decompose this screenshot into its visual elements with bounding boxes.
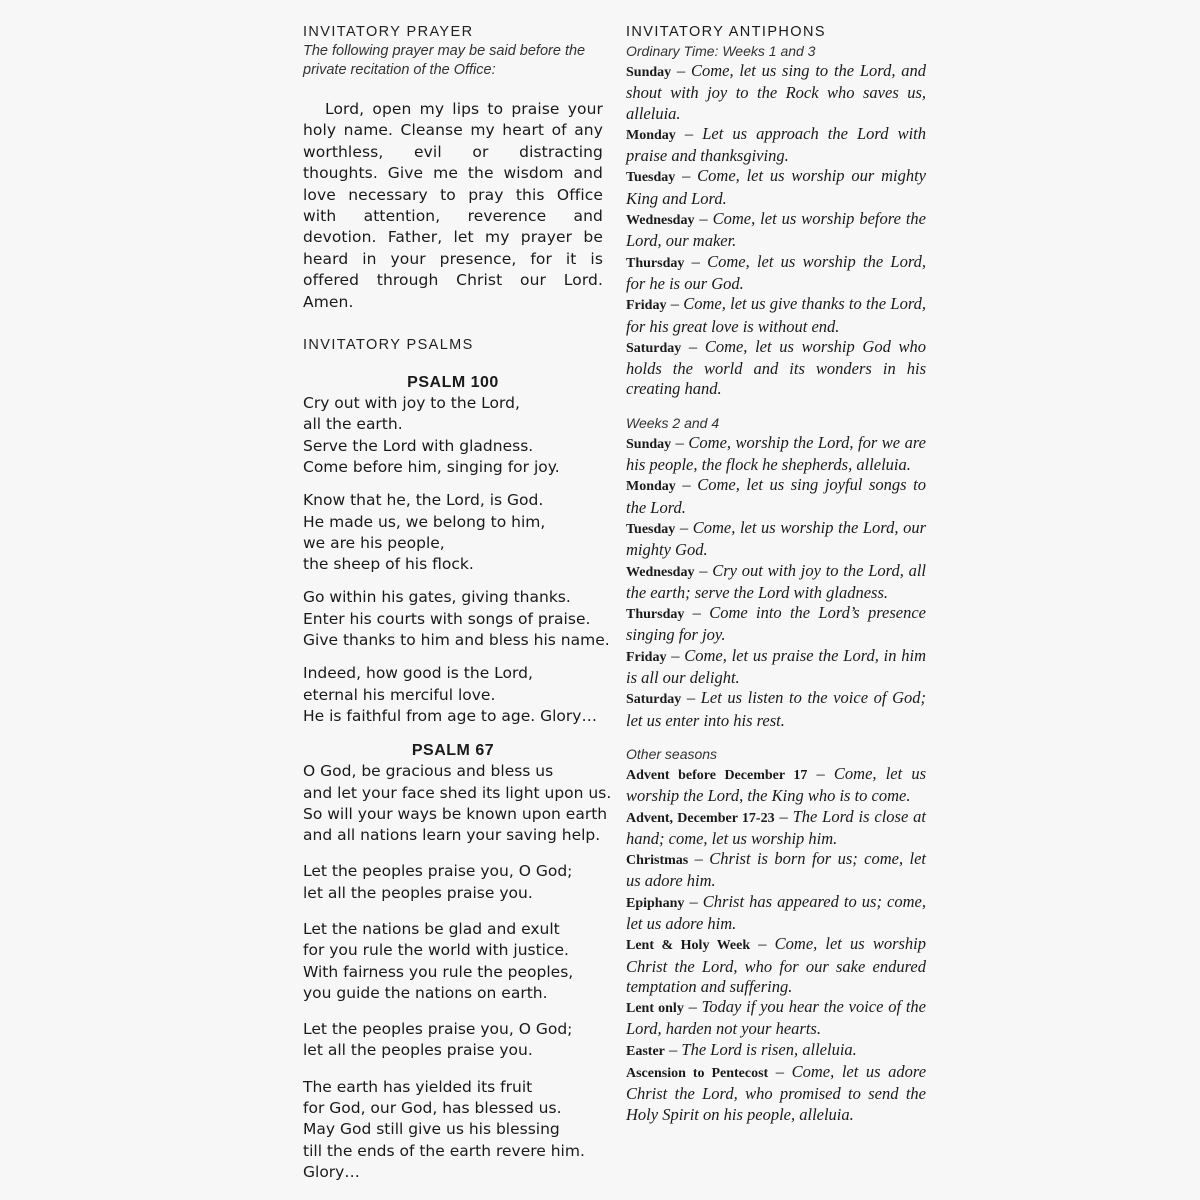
antiphon-entry: Sunday – Come, let us sing to the Lord, and shout with joy to the Rock who saves us, alleluia. — [626, 61, 927, 123]
antiphon-text: Christ is born for us; come, let us adore him. — [626, 849, 927, 891]
antiphon-entry: Advent before December 17 – Come, let us worship the Lord, the King who is to come. — [626, 763, 927, 806]
antiphon-entry: Ascension to Pentecost – Come, let us adore Christ the Lord, who promised to send the Holy Spirit on his people, alleluia. — [626, 1062, 927, 1124]
antiphons-heading: INVITATORY ANTIPHONS — [626, 24, 826, 40]
stanza — [303, 919, 603, 1004]
psalm-line: let all the peoples praise you. — [303, 1041, 533, 1060]
antiphon-text: The Lord is risen, alleluia. — [681, 1039, 857, 1059]
psalm-line: you guide the nations on earth. — [303, 983, 548, 1002]
stanza — [303, 393, 603, 478]
antiphon-day: Wednesday — [626, 213, 695, 229]
psalm-line: and all nations learn your saving help. — [303, 826, 601, 845]
antiphon-day: Monday — [626, 127, 676, 143]
psalm-line: He made us, we belong to him, — [303, 512, 546, 531]
left-column — [303, 22, 612, 1183]
antiphon-entry: Tuesday – Come, let us worship the Lord, our mighty God. — [626, 517, 927, 560]
psalm-line: Let the nations be glad and exult — [303, 920, 560, 938]
antiphon-entry: Saturday – Let us listen to the voice of God; let us enter into his rest. — [626, 688, 927, 730]
psalm-line: Let the peoples praise you, O God; — [303, 862, 573, 881]
psalm-67-title: PSALM 67 — [411, 742, 495, 760]
psalm-line: till the ends of the earth revere him. — [303, 1141, 585, 1160]
prayer-heading: INVITATORY PRAYER — [303, 24, 474, 40]
psalm-line: the sheep of his flock. — [303, 555, 474, 574]
psalm-line: all the earth. — [303, 415, 403, 434]
antiphon-entry: Friday – Come, let us give thanks to the Lord, for his great love is without end. — [626, 294, 927, 336]
antiphon-day: Ascension to Pentecost — [626, 1066, 769, 1082]
antiphon-text: Today if you hear the voice of the Lord, harden not your hearts. — [626, 997, 926, 1039]
psalm-line: we are his people, — [303, 533, 445, 552]
antiphon-text: Let us approach the Lord with praise and thanksgiving. — [626, 123, 926, 166]
group-label: Ordinary Time: Weeks 1 and 3 — [626, 43, 816, 59]
psalm-line: Go within his gates, giving thanks. — [303, 588, 571, 607]
psalm-line: Let the peoples praise you, O God; — [303, 1020, 573, 1039]
antiphon-entry: Wednesday – Come, let us worship before the Lord, our maker. — [626, 209, 926, 251]
psalm-67 — [303, 761, 612, 1183]
antiphon-text: Come, let us give thanks to the Lord, for his great love is without end. — [626, 294, 927, 336]
psalm-line: Enter his courts with songs of praise. — [303, 609, 591, 628]
antiphon-text: Come, let us worship the Lord, the King who is to come. — [626, 763, 927, 806]
antiphon-day: Monday — [626, 479, 676, 495]
stanza — [303, 861, 603, 904]
psalm-line: let all the peoples praise you. — [303, 883, 533, 902]
group-label: Other seasons — [626, 745, 718, 762]
antiphon-entry: Friday – Come, let us praise the Lord, in him is all our delight. — [626, 645, 927, 688]
stanza — [303, 1019, 603, 1062]
antiphon-text: Let us listen to the voice of God; let us enter into his rest. — [626, 688, 927, 730]
antiphon-entry: Monday – Let us approach the Lord with praise and thanksgiving. — [626, 123, 926, 166]
antiphon-text: Come, let us praise the Lord, in him is all our delight. — [626, 645, 927, 688]
antiphon-day: Lent & Holy Week — [626, 938, 751, 954]
antiphon-text: Come, let us sing joyful songs to the Lord. — [626, 475, 927, 517]
antiphon-entry: Lent only – Today if you hear the voice of the Lord, harden not your hearts. — [626, 997, 926, 1039]
antiphon-day: Friday — [626, 649, 667, 665]
antiphon-day: Easter — [626, 1043, 665, 1059]
psalm-line: eternal his merciful love. — [303, 685, 496, 704]
antiphon-entry: Thursday – Come into the Lord’s presence singing for joy. — [626, 603, 926, 645]
antiphon-groups — [626, 42, 926, 1125]
psalm-line: Come before him, singing for joy. — [303, 457, 560, 476]
right-column — [626, 22, 926, 1125]
antiphon-text: Come, let us worship our mighty King and Lord. — [626, 166, 927, 208]
antiphon-text: The Lord is close at hand; come, let us worship him. — [626, 806, 926, 848]
antiphon-day: Advent before December 17 — [626, 767, 808, 783]
psalm-line: Glory… — [303, 1162, 360, 1181]
antiphon-entry: Thursday – Come, let us worship the Lord, for he is our God. — [626, 251, 927, 293]
antiphon-text: Christ has appeared to us; come, let us adore him. — [626, 891, 926, 933]
psalm-100 — [303, 393, 610, 727]
psalm-line: With fairness you rule the peoples, — [303, 962, 574, 981]
psalms-heading: INVITATORY PSALMS — [303, 337, 474, 354]
stanza — [303, 761, 612, 846]
antiphon-day: Thursday — [626, 255, 685, 271]
prayer-text: Lord, open my lips to praise your holy name. Cleanse my heart of any worthless, evil or distracting thoughts. Give me the wisdom and love necessary to pray this Office with attention, reverence and devotion. Father, let my prayer be heard in your presence, for it is offered through Christ our Lord. Amen. — [303, 100, 603, 311]
stanza — [303, 587, 610, 651]
psalm-line: May God still give us his blessing — [303, 1120, 560, 1139]
antiphon-day: Advent, December 17-23 — [626, 810, 775, 826]
antiphon-day: Tuesday — [626, 521, 676, 537]
antiphon-entry: Advent, December 17-23 – The Lord is close at hand; come, let us worship him. — [626, 806, 926, 848]
antiphon-entry: Epiphany – Christ has appeared to us; come, let us adore him. — [626, 891, 926, 933]
stanza — [303, 663, 603, 727]
antiphon-text: Come, let us worship Christ the Lord, who for our sake endured temptation and suffering. — [626, 934, 927, 996]
antiphon-entry: Tuesday – Come, let us worship our mighty King and Lord. — [626, 166, 927, 208]
psalm-line: Serve the Lord with gladness. — [303, 436, 534, 455]
psalm-line: for you rule the world with justice. — [303, 941, 569, 960]
antiphon-text: Come, let us worship the Lord, for he is our God. — [626, 251, 927, 293]
antiphon-text: Come, worship the Lord, for we are his people, the flock he shepherds, alleluia. — [626, 432, 926, 475]
antiphon-text: Cry out with joy to the Lord, all the earth; serve the Lord with gladness. — [626, 560, 927, 602]
antiphon-day: Epiphany — [626, 895, 685, 911]
stanza — [303, 1077, 603, 1183]
antiphon-day: Sunday — [626, 65, 672, 80]
psalm-line: Cry out with joy to the Lord, — [303, 394, 520, 413]
antiphon-entry: Saturday – Come, let us worship God who holds the world and its wonders in his creating hand. — [626, 336, 927, 399]
psalm-100-title: PSALM 100 — [407, 374, 499, 392]
antiphon-day: Tuesday — [626, 170, 676, 186]
psalm-line: Know that he, the Lord, is God. — [303, 491, 544, 510]
psalm-line: He is faithful from age to age. Glory… — [303, 706, 597, 725]
antiphon-day: Wednesday — [626, 564, 695, 580]
antiphon-day: Saturday — [626, 692, 682, 708]
antiphon-text: Come into the Lord’s presence singing for joy. — [626, 603, 926, 645]
antiphon-text: Come, let us worship the Lord, our mighty God. — [626, 517, 927, 560]
antiphon-entry: Sunday – Come, worship the Lord, for we are his people, the flock he shepherds, alleluia. — [626, 432, 926, 475]
antiphon-entry: Monday – Come, let us sing joyful songs to the Lord. — [626, 475, 927, 517]
stanza — [303, 490, 603, 575]
psalm-line: Indeed, how good is the Lord, — [303, 664, 533, 683]
antiphon-day: Lent only — [626, 1001, 684, 1017]
psalm-line: and let your face shed its light upon us. — [303, 783, 612, 802]
psalm-line: The earth has yielded its fruit — [303, 1077, 533, 1096]
psalm-line: Give thanks to him and bless his name. — [303, 631, 610, 650]
antiphon-entry: Christmas – Christ is born for us; come, let us adore him. — [626, 849, 927, 891]
antiphon-day: Saturday — [626, 340, 682, 356]
antiphon-text: Come, let us sing to the Lord, and shout with joy to the Rock who saves us, alleluia. — [626, 61, 927, 123]
psalm-line: So will your ways be known upon earth — [303, 804, 608, 823]
antiphon-entry: Wednesday – Cry out with joy to the Lord, all the earth; serve the Lord with gladness. — [626, 560, 927, 602]
antiphon-text: Come, let us worship God who holds the world and its wonders in his creating hand. — [626, 336, 927, 399]
antiphon-entry: Lent & Holy Week – Come, let us worship Christ the Lord, who for our sake endured temptation and suffering. — [626, 934, 927, 996]
antiphon-day: Thursday — [626, 607, 685, 623]
antiphon-day: Christmas — [626, 853, 689, 869]
psalm-line: O God, be gracious and bless us — [303, 762, 554, 781]
prayer-note: The following prayer may be said before the private recitation of the Office: — [303, 43, 586, 78]
antiphon-text: Come, let us adore Christ the Lord, who promised to send the Holy Spirit on his people, alleluia. — [626, 1062, 927, 1124]
group-label: Weeks 2 and 4 — [626, 414, 720, 431]
psalm-line: for God, our God, has blessed us. — [303, 1099, 562, 1118]
antiphon-entry: Easter – The Lord is risen, alleluia. — [626, 1039, 857, 1059]
antiphon-day: Sunday — [626, 436, 672, 452]
antiphon-text: Come, let us worship before the Lord, our maker. — [626, 209, 926, 251]
antiphon-day: Friday — [626, 298, 667, 314]
